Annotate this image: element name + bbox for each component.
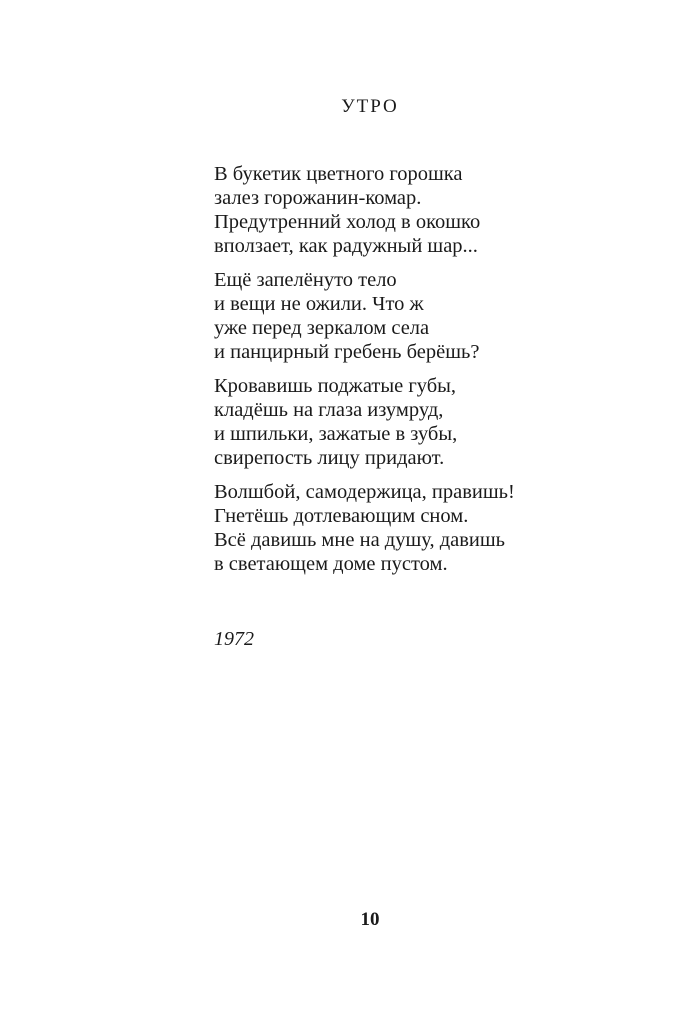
poem-line: Ещё запелёнуто тело: [214, 269, 397, 291]
poem-line: и шпильки, зажатые в зубы,: [214, 423, 458, 445]
stanza-2: [214, 268, 654, 364]
poem-line: свирепость лицу придают.: [214, 447, 445, 469]
poem-title: УТРО: [341, 96, 399, 117]
poem-line: в светающем доме пустом.: [214, 553, 448, 575]
poem-body: [214, 162, 654, 586]
stanza-1: [214, 162, 654, 258]
poem-line: Гнетёшь дотлевающим сном.: [214, 505, 469, 527]
poem-line: уже перед зеркалом села: [214, 317, 430, 339]
poem-line: Предутренний холод в окошко: [214, 211, 481, 233]
poem-line: Волшбой, самодержица, правишь!: [214, 481, 515, 503]
poem-line: залез горожанин-комар.: [214, 187, 422, 209]
page-number: 10: [360, 909, 380, 930]
stanza-4: [214, 480, 654, 576]
poem-line: Всё давишь мне на душу, давишь: [214, 529, 506, 551]
stanza-3: [214, 374, 654, 470]
poem-date: 1972: [214, 628, 254, 650]
poem-line: кладёшь на глаза изумруд,: [214, 399, 444, 421]
poem-line: вползает, как радужный шар...: [214, 235, 478, 257]
poem-line: В букетик цветного горошка: [214, 163, 463, 185]
poem-line: и панцирный гребень берёшь?: [214, 341, 480, 363]
poem-line: Кровавишь поджатые губы,: [214, 375, 457, 397]
poem-line: и вещи не ожили. Что ж: [214, 293, 424, 315]
